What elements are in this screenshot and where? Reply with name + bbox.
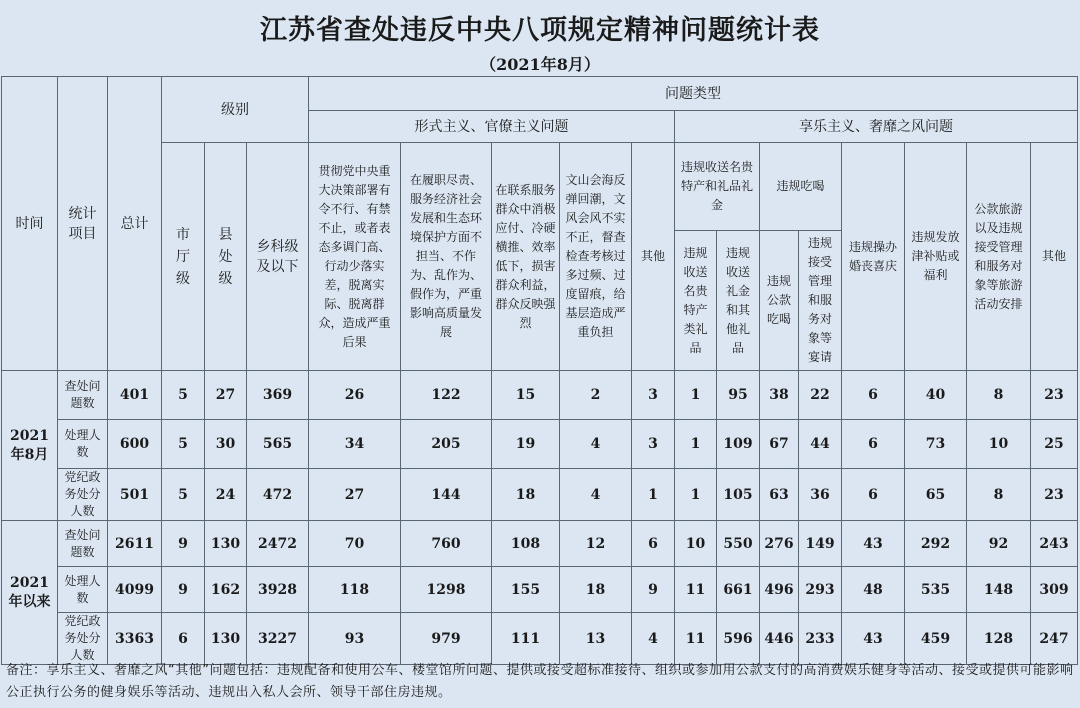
table-cell: 2 xyxy=(560,371,632,420)
table-cell: 6 xyxy=(162,613,205,665)
table-cell: 5 xyxy=(162,469,205,521)
table-cell: 3 xyxy=(632,371,675,420)
header-formalism-col-2: 在履职尽责、服务经济社会发展和生态环境保护方面不担当、不作为、乱作为、假作为，严重影响高质量发展 xyxy=(401,143,492,371)
table-cell: 9 xyxy=(632,567,675,613)
table-cell: 233 xyxy=(799,613,842,665)
table-cell: 95 xyxy=(717,371,760,420)
table-cell: 9 xyxy=(162,521,205,567)
table-cell: 596 xyxy=(717,613,760,665)
header-issue-type: 问题类型 xyxy=(309,77,1078,111)
table-cell: 3928 xyxy=(247,567,309,613)
table-cell: 5 xyxy=(162,420,205,469)
row-item-label: 党纪政务处分人数 xyxy=(58,469,108,521)
table-cell: 19 xyxy=(492,420,560,469)
table-cell: 276 xyxy=(760,521,799,567)
table-cell: 65 xyxy=(905,469,967,521)
header-formalism: 形式主义、官僚主义问题 xyxy=(309,111,675,143)
table-cell: 205 xyxy=(401,420,492,469)
table-cell: 43 xyxy=(842,613,905,665)
table-cell: 27 xyxy=(205,371,247,420)
header-level: 级别 xyxy=(162,77,309,143)
table-cell: 661 xyxy=(717,567,760,613)
table-cell: 1 xyxy=(632,469,675,521)
period-label: 2021年8月 xyxy=(2,371,58,521)
table-cell: 63 xyxy=(760,469,799,521)
stats-table xyxy=(1,76,1078,665)
table-cell: 6 xyxy=(842,469,905,521)
table-cell: 600 xyxy=(108,420,162,469)
header-formalism-col-3: 在联系服务群众中消极应付、冷硬横推、效率低下，损害群众利益，群众反映强烈 xyxy=(492,143,560,371)
header-hedonism-col-2: 违规发放津补贴或福利 xyxy=(905,143,967,371)
table-cell: 30 xyxy=(205,420,247,469)
table-cell: 24 xyxy=(205,469,247,521)
header-formalism-col-4: 文山会海反弹回潮，文风会风不实不正，督查检查考核过多过频、过度留痕，给基层造成严重负担 xyxy=(560,143,632,371)
header-hedonism-col-4: 其他 xyxy=(1031,143,1078,371)
table-cell: 3363 xyxy=(108,613,162,665)
header-level-township: 乡科级及以下 xyxy=(247,143,309,371)
table-cell: 44 xyxy=(799,420,842,469)
table-cell: 43 xyxy=(842,521,905,567)
table-cell: 3227 xyxy=(247,613,309,665)
table-cell: 15 xyxy=(492,371,560,420)
table-cell: 401 xyxy=(108,371,162,420)
table-cell: 48 xyxy=(842,567,905,613)
table-cell: 293 xyxy=(799,567,842,613)
table-cell: 5 xyxy=(162,371,205,420)
table-row xyxy=(2,613,1078,665)
table-cell: 11 xyxy=(675,613,717,665)
table-cell: 27 xyxy=(309,469,401,521)
header-time: 时间 xyxy=(2,77,58,371)
table-cell: 38 xyxy=(760,371,799,420)
table-cell: 11 xyxy=(675,567,717,613)
table-cell: 1 xyxy=(675,420,717,469)
table-cell: 40 xyxy=(905,371,967,420)
table-cell: 111 xyxy=(492,613,560,665)
table-cell: 23 xyxy=(1031,469,1078,521)
table-cell: 109 xyxy=(717,420,760,469)
table-cell: 67 xyxy=(760,420,799,469)
table-cell: 1298 xyxy=(401,567,492,613)
table-cell: 25 xyxy=(1031,420,1078,469)
header-gifts: 违规收送名贵特产和礼品礼金 xyxy=(675,143,760,231)
row-item-label: 党纪政务处分人数 xyxy=(58,613,108,665)
table-cell: 108 xyxy=(492,521,560,567)
header-formalism-col-1: 贯彻党中央重大决策部署有令不行、有禁不止，或者表态多调门高、行动少落实差，脱离实际、脱离群众，造成严重后果 xyxy=(309,143,401,371)
table-row xyxy=(2,371,1078,420)
table-cell: 501 xyxy=(108,469,162,521)
table-cell: 36 xyxy=(799,469,842,521)
row-item-label: 查处问题数 xyxy=(58,521,108,567)
table-cell: 10 xyxy=(967,420,1031,469)
table-cell: 292 xyxy=(905,521,967,567)
footnote: 备注：享乐主义、奢靡之风“其他”问题包括：违规配备和使用公车、楼堂馆所问题、提供或接受超标准接待、组织或参加用公款支付的高消费娱乐健身等活动、接受或提供可能影响公正执行公务的健身娱乐等活动、违规出入私人会所、领导干部住房违规。 xyxy=(6,663,1074,700)
page-subtitle: （2021年8月） xyxy=(480,55,600,74)
table-cell: 155 xyxy=(492,567,560,613)
table-cell: 13 xyxy=(560,613,632,665)
table-cell: 149 xyxy=(799,521,842,567)
table-cell: 73 xyxy=(905,420,967,469)
table-cell: 9 xyxy=(162,567,205,613)
table-cell: 1 xyxy=(675,469,717,521)
table-cell: 550 xyxy=(717,521,760,567)
header-eating: 违规吃喝 xyxy=(760,143,842,231)
table-cell: 18 xyxy=(492,469,560,521)
table-cell: 1 xyxy=(675,371,717,420)
table-cell: 4099 xyxy=(108,567,162,613)
period-label: 2021年以来 xyxy=(2,521,58,665)
table-cell: 23 xyxy=(1031,371,1078,420)
table-cell: 70 xyxy=(309,521,401,567)
header-formalism-col-5: 其他 xyxy=(632,143,675,371)
table-cell: 2611 xyxy=(108,521,162,567)
table-cell: 760 xyxy=(401,521,492,567)
row-item-label: 处理人数 xyxy=(58,567,108,613)
table-row xyxy=(2,420,1078,469)
table-cell: 369 xyxy=(247,371,309,420)
table-cell: 8 xyxy=(967,371,1031,420)
table-cell: 8 xyxy=(967,469,1031,521)
header-eating-col-2: 违规接受管理和服务对象等宴请 xyxy=(799,231,842,371)
table-cell: 10 xyxy=(675,521,717,567)
table-cell: 122 xyxy=(401,371,492,420)
table-body xyxy=(2,371,1078,665)
table-cell: 130 xyxy=(205,521,247,567)
header-gifts-col-1: 违规收送名贵特产类礼品 xyxy=(675,231,717,371)
table-cell: 148 xyxy=(967,567,1031,613)
table-cell: 2472 xyxy=(247,521,309,567)
table-cell: 6 xyxy=(842,420,905,469)
table-cell: 472 xyxy=(247,469,309,521)
table-cell: 128 xyxy=(967,613,1031,665)
table-row xyxy=(2,567,1078,613)
table-cell: 92 xyxy=(967,521,1031,567)
table-cell: 162 xyxy=(205,567,247,613)
table-cell: 130 xyxy=(205,613,247,665)
table-cell: 105 xyxy=(717,469,760,521)
table-cell: 93 xyxy=(309,613,401,665)
header-level-county: 县处级 xyxy=(205,143,247,371)
table-cell: 22 xyxy=(799,371,842,420)
header-gifts-col-2: 违规收送礼金和其他礼品 xyxy=(717,231,760,371)
table-cell: 144 xyxy=(401,469,492,521)
table-cell: 496 xyxy=(760,567,799,613)
table-cell: 4 xyxy=(560,469,632,521)
table-cell: 6 xyxy=(842,371,905,420)
table-cell: 26 xyxy=(309,371,401,420)
header-hedonism: 享乐主义、奢靡之风问题 xyxy=(675,111,1078,143)
page-title: 江苏省查处违反中央八项规定精神问题统计表 xyxy=(260,15,820,46)
row-item-label: 处理人数 xyxy=(58,420,108,469)
table-cell: 4 xyxy=(632,613,675,665)
table-cell: 34 xyxy=(309,420,401,469)
table-cell: 535 xyxy=(905,567,967,613)
table-cell: 6 xyxy=(632,521,675,567)
table-cell: 979 xyxy=(401,613,492,665)
header-eating-col-1: 违规公款吃喝 xyxy=(760,231,799,371)
table-row xyxy=(2,521,1078,567)
header-stat-item: 统计项目 xyxy=(58,77,108,371)
table-cell: 459 xyxy=(905,613,967,665)
header-hedonism-col-1: 违规操办婚丧喜庆 xyxy=(842,143,905,371)
table-row xyxy=(2,469,1078,521)
header-hedonism-col-3: 公款旅游以及违规接受管理和服务对象等旅游活动安排 xyxy=(967,143,1031,371)
table-cell: 309 xyxy=(1031,567,1078,613)
table-cell: 4 xyxy=(560,420,632,469)
table-cell: 247 xyxy=(1031,613,1078,665)
header-total: 总计 xyxy=(108,77,162,371)
table-cell: 18 xyxy=(560,567,632,613)
table-cell: 446 xyxy=(760,613,799,665)
header-level-city: 市厅级 xyxy=(162,143,205,371)
table-cell: 118 xyxy=(309,567,401,613)
table-cell: 565 xyxy=(247,420,309,469)
table-cell: 12 xyxy=(560,521,632,567)
row-item-label: 查处问题数 xyxy=(58,371,108,420)
table-cell: 3 xyxy=(632,420,675,469)
table-cell: 243 xyxy=(1031,521,1078,567)
